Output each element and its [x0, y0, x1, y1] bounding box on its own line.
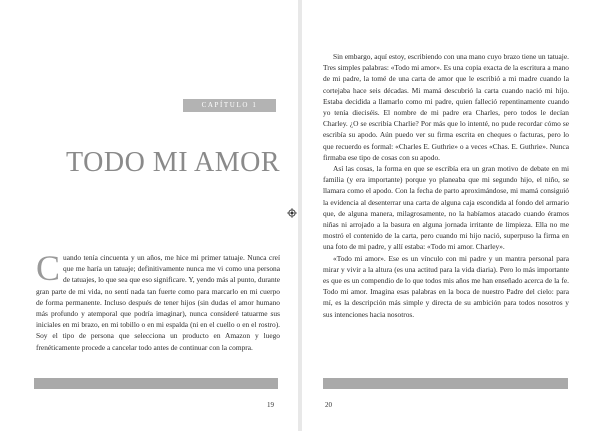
right-paragraph-1: Sin embargo, aquí estoy, escribiendo con una mano cuyo brazo tiene un tatuaje. Tres simples palabras: «Todo mi amor». Es una copia exacta de la escritura a mano de mi padre, la tomé de una carta de amor que le escribió a mi madre cuando la cortejaba hace seis décadas. Mi mamá descubrió la carta cuando nació mi hijo. Estaba decidida a llamarlo como mi padre, quien falleció repentinamente cuando yo tenía dieciséis. El nombre de mi padre era Charles, pero todos le decían Charley. ¿O se escribía Charlie? Por más que lo intenté, no pude recordar cómo se escribía su apodo. Aún puedo ver su firma escrita en cheques o facturas, pero lo que recuerdo es formal: «Charles E. Guthrie» o a veces «Chas. E. Guthrie». Nunca firmaba ese tipo de cosas con su apodo. — [323, 52, 569, 162]
right-body-text — [323, 51, 569, 373]
right-page-number: 20 — [325, 401, 332, 409]
right-page — [302, 0, 600, 431]
left-body-paragraph: uando tenía cincuenta y un años, me hice mi primer tatuaje. Nunca creí que me haría un tatuaje; definitivamente nunca me vi como una persona de tatuajes, lo que sea que eso significare. Y, yendo más al punto, durante gran parte de mi vida, no sentí nada tan fuerte como para marcarlo en mi cuerpo de forma permanente. Incluso después de tener hijos (sin dudas el amor humano más profundo y atemporal que podría imaginar), nunca consideré tatuarme sus iniciales en mi brazo, en mi tobillo o en mi espalda (ni en el cuello o en el rostro). Soy el tipo de persona que selecciona un producto en Amazon y luego frenéticamente procede a cancelar todo antes de continuar con la compra. — [36, 253, 280, 352]
chapter-label: CAPÍTULO 1 — [183, 99, 276, 112]
chapter-title: TODO MI AMOR — [66, 147, 280, 178]
left-page — [0, 0, 298, 431]
right-footer-bar — [323, 378, 568, 389]
left-footer-bar — [34, 378, 278, 389]
right-paragraph-2: Así las cosas, la forma en que se escribía era un gran motivo de debate en mi familia (y era importante) porque yo planeaba que mi segundo hijo, el niño, se llamara como el apodo. Con la fecha de parto aproximándose, mi mamá consiguió la evidencia al desenterrar una carta de alguna caja escondida al fondo del armario que, de alguna manera, milagrosamente, no la habíamos atacado cuando éramos niñas ni arrojado a la basura en alguna jornada irritante de limpieza. Ella no me mostró el contenido de la carta, pero cuando mi hijo nació, superpuso la firma en una foto de mi padre, y allí estaba: «Todo mi amor. Charley». — [323, 164, 569, 252]
left-page-number: 19 — [267, 401, 274, 409]
left-body-text — [36, 252, 280, 362]
right-paragraph-3: «Todo mi amor». Ese es un vínculo con mi padre y un mantra personal para mirar y vivir a la altura (es una actitud para la vida diaria). Pero lo más importante es que es un compendio de lo que todos mis años me han enseñado acerca de la fe. Todo mi amor. Imagina esas palabras en la boca de nuestro Padre del cielo: para mí, es la descripción más simple y directa de su ambición para todos nosotros y sus intenciones hacia nosotros. — [323, 253, 569, 319]
drop-cap: C — [36, 252, 61, 288]
registration-mark-icon — [287, 208, 297, 218]
